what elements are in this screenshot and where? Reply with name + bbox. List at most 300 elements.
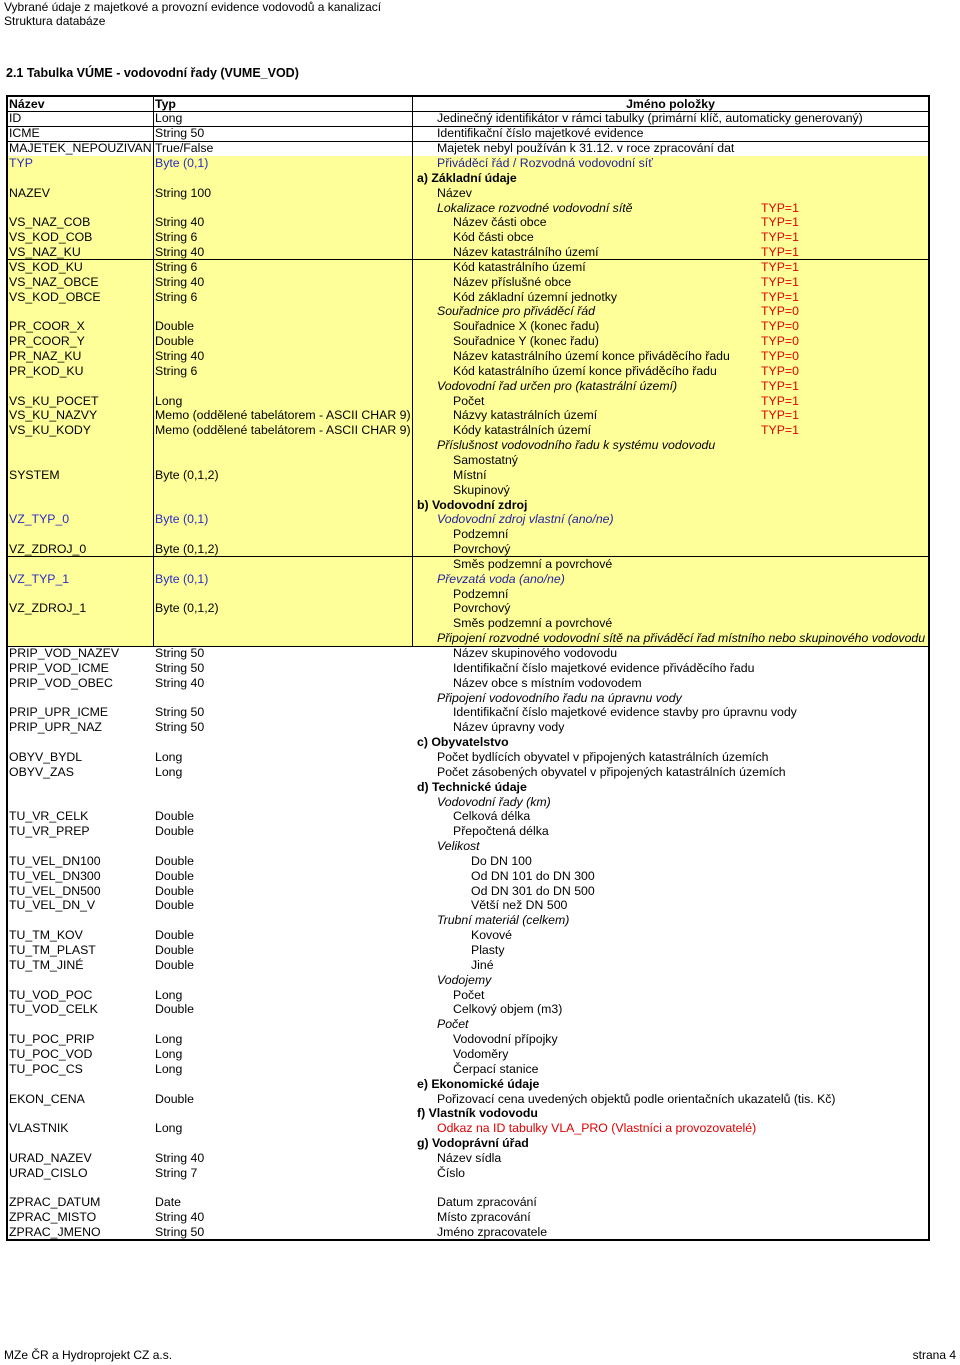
table-row-section <box>8 586 928 602</box>
field-description-cell <box>413 616 928 631</box>
field-type: Double <box>155 809 194 824</box>
field-description: e) Ekonomické údaje <box>417 1076 540 1091</box>
field-description-cell <box>413 735 928 750</box>
field-type: Long <box>155 1121 183 1136</box>
table-row-section <box>8 482 928 498</box>
field-name-cell <box>8 987 154 1002</box>
table-row-tu_poc_prip <box>8 1032 928 1047</box>
field-type: Double <box>155 853 194 868</box>
field-type: String 6 <box>155 230 198 245</box>
field-description-cell <box>413 1091 928 1106</box>
field-description-cell <box>413 631 928 646</box>
field-type-cell <box>154 1165 413 1180</box>
field-description: Název <box>437 185 472 200</box>
field-name: VS_KOD_KU <box>9 259 83 274</box>
field-description-cell <box>413 1180 928 1195</box>
field-name-cell <box>8 1180 154 1195</box>
table-row-tu_vel_dn300 <box>8 868 928 883</box>
field-description-cell <box>413 393 928 408</box>
field-name-cell <box>8 616 154 631</box>
field-description: Trubní materiál (celkem) <box>437 913 570 928</box>
field-name-cell <box>8 631 154 646</box>
field-name-cell <box>8 512 154 527</box>
table-row-tu_poc_cs <box>8 1061 928 1076</box>
field-description: Skupinový <box>453 482 510 497</box>
field-name: PR_COOR_X <box>9 319 85 334</box>
field-description: Vodovodní přípojky <box>453 1032 558 1047</box>
field-type: Double <box>155 319 194 334</box>
field-type: String 40 <box>155 274 205 289</box>
field-description-cell <box>413 408 928 423</box>
field-type-cell <box>154 230 413 245</box>
field-name: TU_POC_CS <box>9 1061 83 1076</box>
field-type-cell <box>154 156 413 171</box>
field-type: String 40 <box>155 215 205 230</box>
field-name-cell <box>8 1151 154 1166</box>
table-row-vz_typ_0 <box>8 512 928 528</box>
table-row-vs_ku_nazvy <box>8 408 928 424</box>
field-type-cell <box>154 839 413 854</box>
field-description: Povrchový <box>453 601 511 616</box>
field-type: Date <box>155 1195 181 1210</box>
field-type-cell <box>154 1106 413 1121</box>
field-name: VS_KOD_COB <box>9 230 93 245</box>
field-description: Majetek nebyl používán k 31.12. v roce zpracování dat <box>437 141 735 156</box>
field-description-cell <box>413 349 928 364</box>
field-description: Kód části obce <box>453 230 534 245</box>
field-description-cell <box>413 497 928 512</box>
field-name: VS_KU_POCET <box>9 393 99 408</box>
table-row-vz_typ_1 <box>8 571 928 587</box>
field-type: Double <box>155 824 194 839</box>
field-type-cell <box>154 111 413 126</box>
field-description-cell <box>413 957 928 972</box>
field-description: Název obce s místním vodovodem <box>453 675 642 690</box>
table-row-section <box>8 631 928 647</box>
field-name-cell <box>8 260 154 275</box>
field-description-cell <box>413 675 928 690</box>
field-description: Souřadnice pro přiváděcí řád <box>437 304 595 319</box>
field-type-cell <box>154 542 413 557</box>
field-type: String 40 <box>155 245 205 260</box>
field-name-cell <box>8 1091 154 1106</box>
field-description: Název skupinového vodovodu <box>453 646 618 661</box>
field-description: Přiváděcí řád / Rozvodná vodovodní síť <box>437 155 653 170</box>
field-description-cell <box>413 1151 928 1166</box>
table-row-vs_kod_ku <box>8 260 928 276</box>
field-type-cell <box>154 631 413 646</box>
field-description: Identifikační číslo majetkové evidence přiváděcího řadu <box>453 660 755 675</box>
column-header-label: Název <box>9 97 45 111</box>
field-description: c) Obyvatelstvo <box>417 735 509 750</box>
field-name: ICME <box>9 126 40 141</box>
field-type-cell <box>154 512 413 527</box>
field-description: Celkový objem (m3) <box>453 1002 563 1017</box>
field-type-cell <box>154 393 413 408</box>
field-name-cell <box>8 1225 154 1240</box>
field-description: Jméno zpracovatele <box>437 1225 548 1240</box>
field-name: MAJETEK_NEPOUZIVAN <box>9 141 152 156</box>
field-name: SYSTEM <box>9 467 60 482</box>
table-row-section <box>8 794 928 809</box>
table-row-tu_tm_jiné <box>8 957 928 972</box>
field-description-cell <box>413 467 928 482</box>
field-name-cell <box>8 363 154 378</box>
field-name-cell <box>8 438 154 453</box>
table-row-section <box>8 200 928 216</box>
table-row-prip_vod_obec <box>8 675 928 690</box>
field-name: OBYV_BYDL <box>9 749 83 764</box>
field-type-cell <box>154 1136 413 1151</box>
field-description-cell <box>413 557 928 572</box>
field-type: Long <box>155 111 183 126</box>
field-description: Od DN 301 do DN 500 <box>471 883 595 898</box>
field-type-cell <box>154 675 413 690</box>
field-description: f) Vlastník vodovodu <box>417 1106 538 1121</box>
field-type: True/False <box>155 141 214 156</box>
field-type: Double <box>155 883 194 898</box>
field-type-cell <box>154 824 413 839</box>
field-name: NAZEV <box>9 185 50 200</box>
field-type-cell <box>154 750 413 765</box>
field-name: VS_KU_NAZVY <box>9 408 98 423</box>
field-type: Long <box>155 1046 183 1061</box>
field-type: Long <box>155 987 183 1002</box>
field-description: Kód základní územní jednotky <box>453 289 618 304</box>
field-description-cell <box>413 200 928 215</box>
field-name: URAD_NAZEV <box>9 1150 92 1165</box>
field-description: Do DN 100 <box>471 853 532 868</box>
field-description-cell <box>413 839 928 854</box>
field-name-cell <box>8 497 154 512</box>
field-description-cell <box>413 913 928 928</box>
field-name: PRIP_UPR_ICME <box>9 705 109 720</box>
field-description-cell <box>413 156 928 171</box>
field-type-cell <box>154 1032 413 1047</box>
field-type-cell <box>154 200 413 215</box>
field-type-cell <box>154 779 413 794</box>
field-type-cell <box>154 943 413 958</box>
table-row-tu_vel_dn100 <box>8 854 928 869</box>
field-name-cell <box>8 764 154 779</box>
table-row-vs_naz_ku <box>8 245 928 261</box>
field-description: Čerpací stanice <box>453 1061 539 1076</box>
field-description-cell <box>413 1210 928 1225</box>
table-row-zprac_misto <box>8 1210 928 1225</box>
field-type: String 6 <box>155 259 198 274</box>
field-type: Long <box>155 764 183 779</box>
field-name-cell <box>8 646 154 661</box>
field-type-cell <box>154 453 413 468</box>
table-row-majetek_nepouzivan <box>8 141 928 157</box>
table-row-pr_coor_x <box>8 319 928 335</box>
field-name-cell <box>8 794 154 809</box>
field-name-cell <box>8 1121 154 1136</box>
table-row-ekon_cena <box>8 1091 928 1106</box>
field-type: String 50 <box>155 660 205 675</box>
field-type-cell <box>154 126 413 141</box>
table-row-prip_vod_icme <box>8 660 928 675</box>
field-name-cell <box>8 393 154 408</box>
field-type-cell <box>154 289 413 304</box>
field-name-cell <box>8 735 154 750</box>
field-name: VS_NAZ_COB <box>9 215 91 230</box>
typ-condition-label: TYP=0 <box>761 363 799 378</box>
field-type-cell <box>154 571 413 586</box>
field-description: Souřadnice X (konec řadu) <box>453 319 600 334</box>
field-description-cell <box>413 883 928 898</box>
field-description-cell <box>413 334 928 349</box>
field-description: Připojení vodovodního řadu na úpravnu vody <box>437 690 682 705</box>
field-description-cell <box>413 764 928 779</box>
field-description-cell <box>413 690 928 705</box>
field-description: Identifikační číslo majetkové evidence <box>437 126 644 141</box>
field-name-cell <box>8 170 154 185</box>
field-description: Velikost <box>437 839 480 854</box>
field-name-cell <box>8 557 154 572</box>
field-name: VS_NAZ_KU <box>9 245 81 260</box>
field-name: PR_COOR_Y <box>9 334 85 349</box>
field-description: Kovové <box>471 928 513 943</box>
field-type: Long <box>155 749 183 764</box>
field-name-cell <box>8 750 154 765</box>
field-name: ZPRAC_MISTO <box>9 1210 97 1225</box>
column-header-label: Jméno položky <box>626 97 715 111</box>
field-description-cell <box>413 215 928 230</box>
field-description: Název katastrálního území <box>453 245 599 260</box>
field-name: PRIP_VOD_ICME <box>9 660 109 675</box>
typ-condition-label: TYP=1 <box>761 274 799 289</box>
field-type-cell <box>154 245 413 260</box>
field-description-cell <box>413 438 928 453</box>
field-name: TU_VOD_CELK <box>9 1002 98 1017</box>
field-name: TU_VR_PREP <box>9 824 90 839</box>
typ-condition-label: TYP=1 <box>761 245 799 260</box>
field-description: Počet zásobených obyvatel v připojených katastrálních územích <box>437 764 786 779</box>
field-name-cell <box>8 720 154 735</box>
field-name: EKON_CENA <box>9 1091 85 1106</box>
field-description: Kód katastrálního území <box>453 259 586 274</box>
table-row-obyv_bydl <box>8 750 928 765</box>
field-name: TU_VR_CELK <box>9 809 89 824</box>
field-description: g) Vodoprávní úřad <box>417 1136 529 1151</box>
field-description-cell <box>413 809 928 824</box>
field-name: TU_TM_JINÉ <box>9 957 84 972</box>
field-type-cell <box>154 972 413 987</box>
field-description-cell <box>413 527 928 542</box>
field-type: Byte (0,1,2) <box>155 601 219 616</box>
column-header-name <box>8 97 154 111</box>
table-row-tu_poc_vod <box>8 1047 928 1062</box>
field-name-cell <box>8 972 154 987</box>
table-row-urad_cislo <box>8 1165 928 1180</box>
field-name-cell <box>8 957 154 972</box>
field-description-cell <box>413 972 928 987</box>
table-row-nazev <box>8 185 928 201</box>
field-description-cell <box>413 304 928 319</box>
field-name-cell <box>8 482 154 497</box>
field-type-cell <box>154 482 413 497</box>
field-description: d) Technické údaje <box>417 779 527 794</box>
field-name-cell <box>8 141 154 156</box>
field-description: Samostatný <box>453 452 518 467</box>
field-name: OBYV_ZAS <box>9 764 74 779</box>
field-description: Místní <box>453 467 487 482</box>
field-description-cell <box>413 453 928 468</box>
field-name-cell <box>8 1195 154 1210</box>
table-row-tu_vel_dn_v <box>8 898 928 913</box>
typ-condition-label: TYP=0 <box>761 349 799 364</box>
field-type: String 40 <box>155 675 205 690</box>
field-description-cell <box>413 705 928 720</box>
field-description-cell <box>413 363 928 378</box>
table-row-pr_kod_ku <box>8 363 928 379</box>
table-row-section <box>8 839 928 854</box>
table-row-vs_kod_cob <box>8 230 928 246</box>
field-name: TYP <box>9 155 33 170</box>
field-description: Souřadnice Y (konec řadu) <box>453 334 599 349</box>
field-type: String 50 <box>155 705 205 720</box>
typ-condition-label: TYP=0 <box>761 334 799 349</box>
field-type: String 100 <box>155 185 212 200</box>
field-description-cell <box>413 943 928 958</box>
field-name-cell <box>8 824 154 839</box>
field-name-cell <box>8 779 154 794</box>
field-name-cell <box>8 690 154 705</box>
field-name-cell <box>8 274 154 289</box>
field-type: Byte (0,1) <box>155 512 209 527</box>
table-row-section <box>8 1106 928 1121</box>
table-row-section <box>8 527 928 543</box>
field-name: TU_VEL_DN100 <box>9 853 101 868</box>
table-row-section <box>8 735 928 750</box>
table-row-pr_naz_ku <box>8 349 928 365</box>
field-description-cell <box>413 1047 928 1062</box>
field-name: PRIP_UPR_NAZ <box>9 720 102 735</box>
typ-condition-label: TYP=1 <box>761 230 799 245</box>
field-type-cell <box>154 913 413 928</box>
field-name-cell <box>8 111 154 126</box>
field-name-cell <box>8 200 154 215</box>
field-description: a) Základní údaje <box>417 170 517 185</box>
field-type-cell <box>154 363 413 378</box>
field-description: Příslušnost vodovodního řadu k systému vodovodu <box>437 438 716 453</box>
field-name-cell <box>8 467 154 482</box>
document-header-title: Vybrané údaje z majetkové a provozní evidence vodovodů a kanalizací <box>4 0 382 14</box>
field-description-cell <box>413 854 928 869</box>
field-name: TU_VEL_DN500 <box>9 883 101 898</box>
field-description-cell <box>413 750 928 765</box>
field-name: TU_TM_KOV <box>9 928 83 943</box>
field-type-cell <box>154 1002 413 1017</box>
field-name: PRIP_VOD_OBEC <box>9 675 113 690</box>
field-name-cell <box>8 913 154 928</box>
field-description: Počet bydlících obyvatel v připojených katastrálních územích <box>437 749 769 764</box>
field-type-cell <box>154 304 413 319</box>
field-type-cell <box>154 898 413 913</box>
field-description-cell <box>413 185 928 200</box>
table-row-vs_ku_pocet <box>8 393 928 409</box>
field-description: Identifikační číslo majetkové evidence stavby pro úpravnu vody <box>453 705 797 720</box>
column-header-label: Typ <box>155 97 176 111</box>
field-type: String 50 <box>155 720 205 735</box>
field-description: Směs podzemní a povrchové <box>453 616 613 631</box>
table-row-section <box>8 1136 928 1151</box>
table-row-vs_naz_obce <box>8 274 928 290</box>
table-row-zprac_datum <box>8 1195 928 1210</box>
field-description: Od DN 101 do DN 300 <box>471 868 595 883</box>
field-type-cell <box>154 423 413 438</box>
field-description: Podzemní <box>453 586 509 601</box>
field-name: TU_POC_VOD <box>9 1046 93 1061</box>
typ-condition-label: TYP=1 <box>761 378 799 393</box>
field-type: Double <box>155 868 194 883</box>
field-name-cell <box>8 705 154 720</box>
field-type-cell <box>154 764 413 779</box>
field-type: Byte (0,1) <box>155 571 209 586</box>
table-row-vs_ku_kody <box>8 423 928 439</box>
field-description: Převzatá voda (ano/ne) <box>437 571 565 586</box>
field-description-cell <box>413 319 928 334</box>
field-description: Povrchový <box>453 542 511 557</box>
field-description-cell <box>413 542 928 557</box>
field-type-cell <box>154 1076 413 1091</box>
field-name-cell <box>8 1017 154 1032</box>
table-row-obyv_zas <box>8 764 928 779</box>
field-name-cell <box>8 423 154 438</box>
table-row-prip_upr_naz <box>8 720 928 735</box>
field-type: Double <box>155 334 194 349</box>
field-type-cell <box>154 646 413 661</box>
field-name: ZPRAC_DATUM <box>9 1195 101 1210</box>
footer-page-number: strana 4 <box>912 1348 956 1362</box>
field-type-cell <box>154 1151 413 1166</box>
field-name-cell <box>8 349 154 364</box>
table-row-section <box>8 1180 928 1195</box>
field-description: Název příslušné obce <box>453 274 572 289</box>
field-description: Plasty <box>471 943 505 958</box>
field-description: Názvy katastrálních území <box>453 408 598 423</box>
field-description-cell <box>413 289 928 304</box>
field-type-cell <box>154 1195 413 1210</box>
field-type-cell <box>154 274 413 289</box>
field-type-cell <box>154 735 413 750</box>
field-description-cell <box>413 260 928 275</box>
field-description: Vodovodní řad určen pro (katastrální území) <box>437 378 678 393</box>
field-name-cell <box>8 601 154 616</box>
typ-condition-label: TYP=1 <box>761 408 799 423</box>
field-name: TU_TM_PLAST <box>9 943 96 958</box>
field-type-cell <box>154 215 413 230</box>
table-row-tu_tm_plast <box>8 943 928 958</box>
field-description: Jiné <box>471 957 494 972</box>
table-row-tu_vr_celk <box>8 809 928 824</box>
table-row-vz_zdroj_1 <box>8 601 928 617</box>
table-row-vlastnik <box>8 1121 928 1136</box>
field-name-cell <box>8 809 154 824</box>
field-name-cell <box>8 542 154 557</box>
field-description-cell <box>413 987 928 1002</box>
field-name: TU_POC_PRIP <box>9 1032 95 1047</box>
field-name: TU_VOD_POC <box>9 987 93 1002</box>
typ-condition-label: TYP=0 <box>761 319 799 334</box>
field-type: Memo (oddělené tabelátorem - ASCII CHAR 9) <box>155 408 411 423</box>
field-type-cell <box>154 601 413 616</box>
table-row-tu_vr_prep <box>8 824 928 839</box>
field-name-cell <box>8 334 154 349</box>
field-name-cell <box>8 1106 154 1121</box>
field-type: Double <box>155 898 194 913</box>
